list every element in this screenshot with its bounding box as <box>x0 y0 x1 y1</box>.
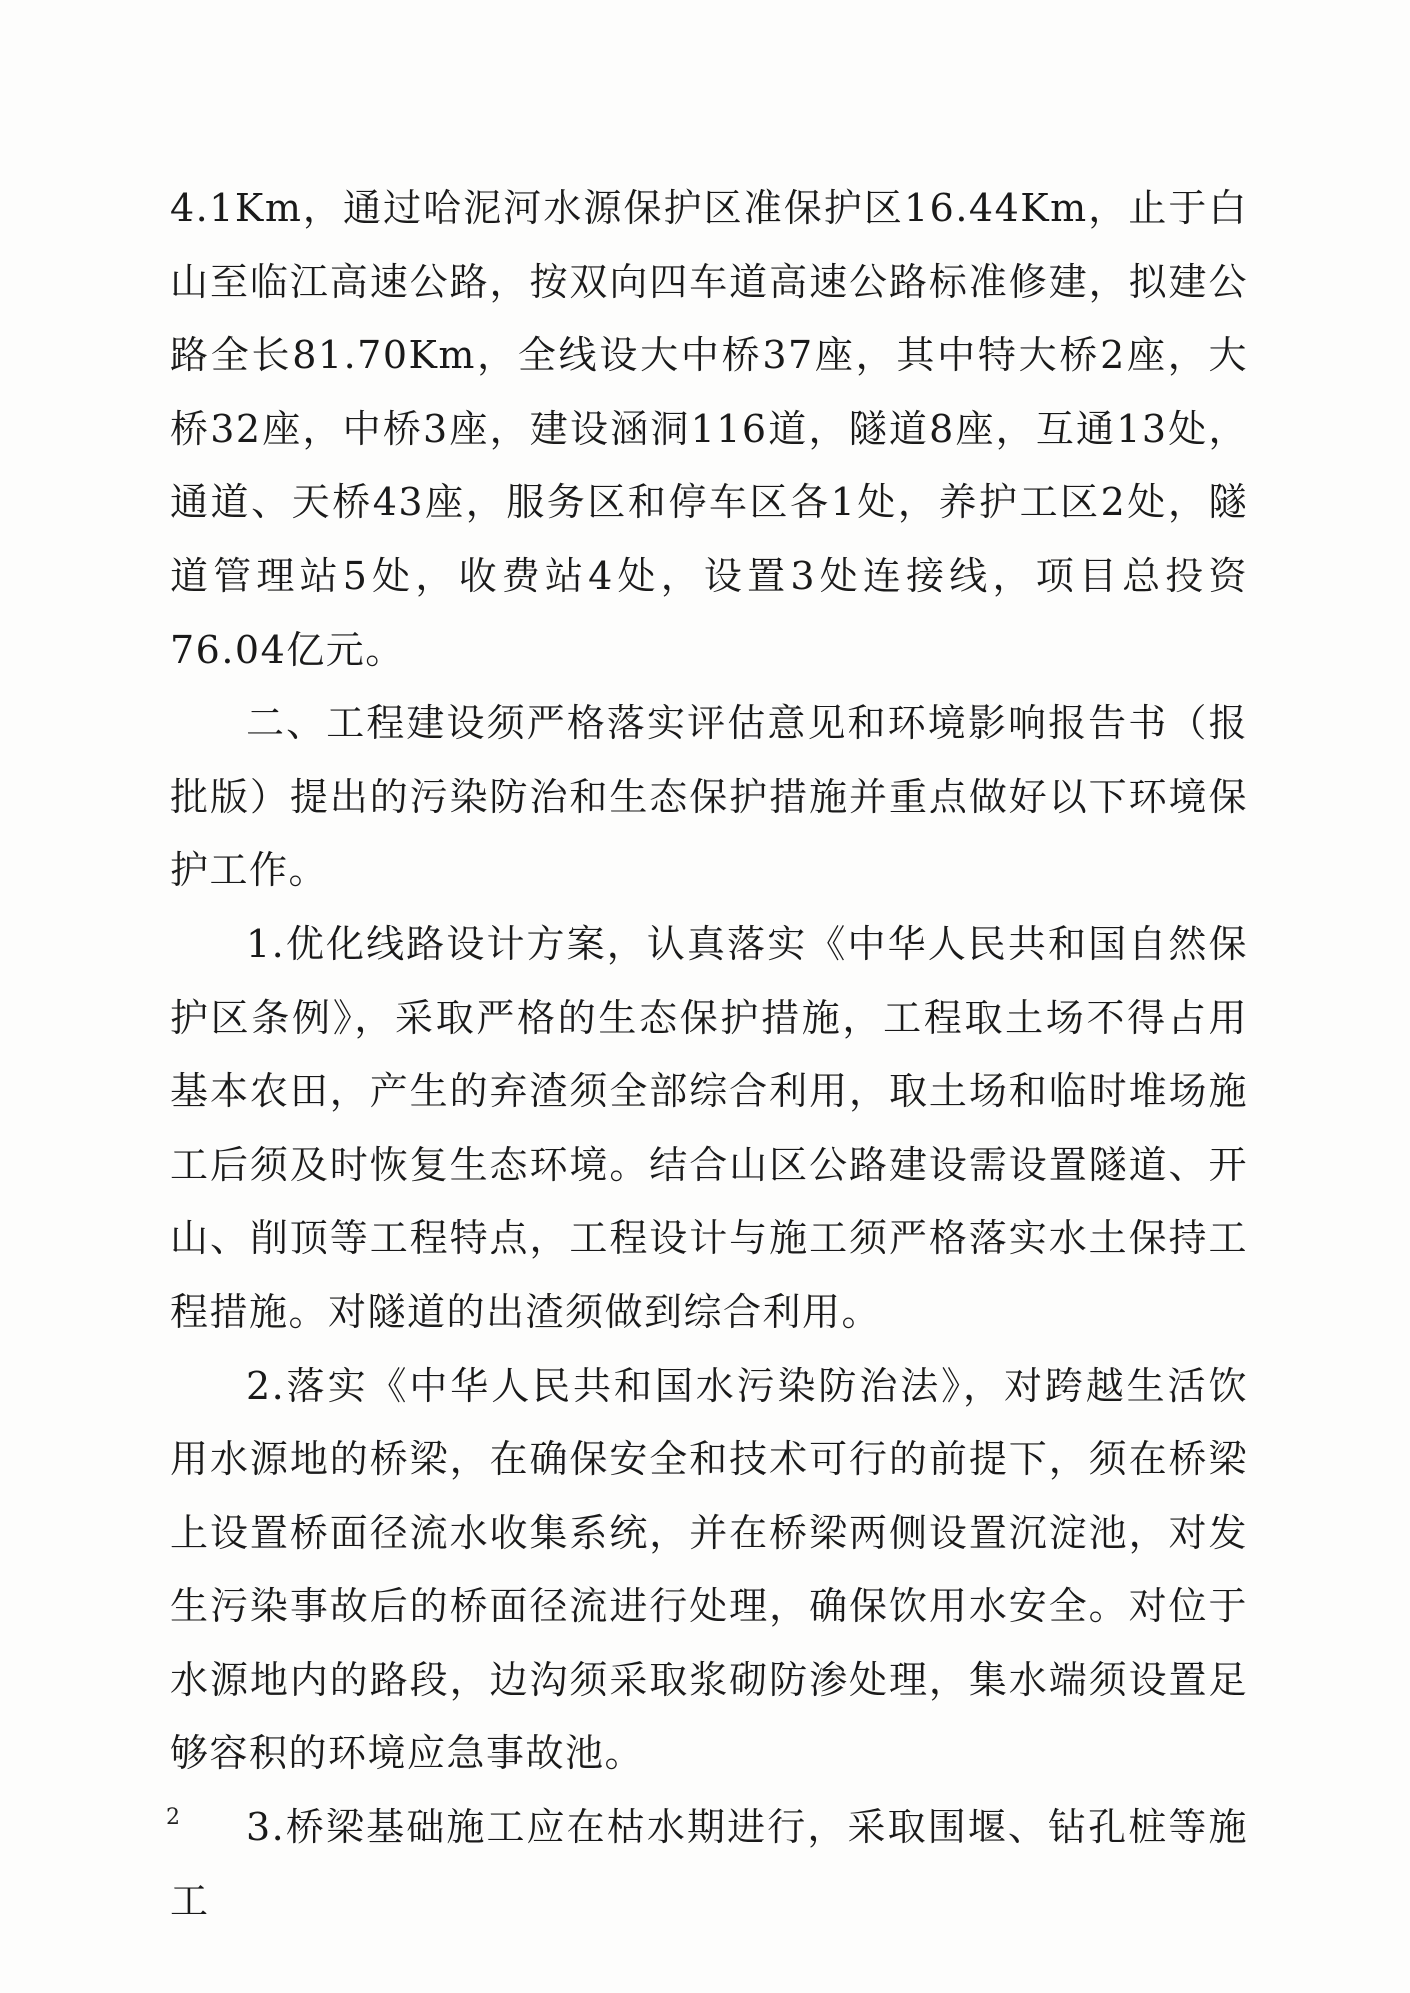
paragraph-project-summary: 4.1Km，通过哈泥河水源保护区准保护区16.44Km，止于白山至临江高速公路，按双向四车道高速公路标准修建，拟建公路全长81.70Km，全线设大中桥37座，其中特大桥2座，大桥32座，中桥3座，建设涵洞116道，隧道8座，互通13处，通道、天桥43座，服务区和停车区各1处，养护工区2处，隧道管理站5处，收费站4处，设置3处连接线，项目总投资76.04亿元。 <box>170 186 1248 672</box>
paragraph-section-two-heading: 二、工程建设须严格落实评估意见和环境影响报告书（报批版）提出的污染防治和生态保护措施并重点做好以下环境保护工作。 <box>170 701 1248 893</box>
paragraph-item-1: 1.优化线路设计方案，认真落实《中华人民共和国自然保护区条例》，采取严格的生态保护措施，工程取土场不得占用基本农田，产生的弃渣须全部综合利用，取土场和临时堆场施工后须及时恢复生态环境。结合山区公路建设需设置隧道、开山、削顶等工程特点，工程设计与施工须严格落实水土保持工程措施。对隧道的出渣须做到综合利用。 <box>170 921 1248 1334</box>
paragraph-item-3: 3.桥梁基础施工应在枯水期进行，采取围堰、钻孔桩等施工 <box>170 1805 1248 1923</box>
document-body <box>170 172 1248 1938</box>
page-number: 2 <box>166 1805 180 1830</box>
paragraph-item-2: 2.落实《中华人民共和国水污染防治法》，对跨越生活饮用水源地的桥梁，在确保安全和技术可行的前提下，须在桥梁上设置桥面径流水收集系统，并在桥梁两侧设置沉淀池，对发生污染事故后的桥面径流进行处理，确保饮用水安全。对位于水源地内的路段，边沟须采取浆砌防渗处理，集水端须设置足够容积的环境应急事故池。 <box>170 1363 1248 1776</box>
